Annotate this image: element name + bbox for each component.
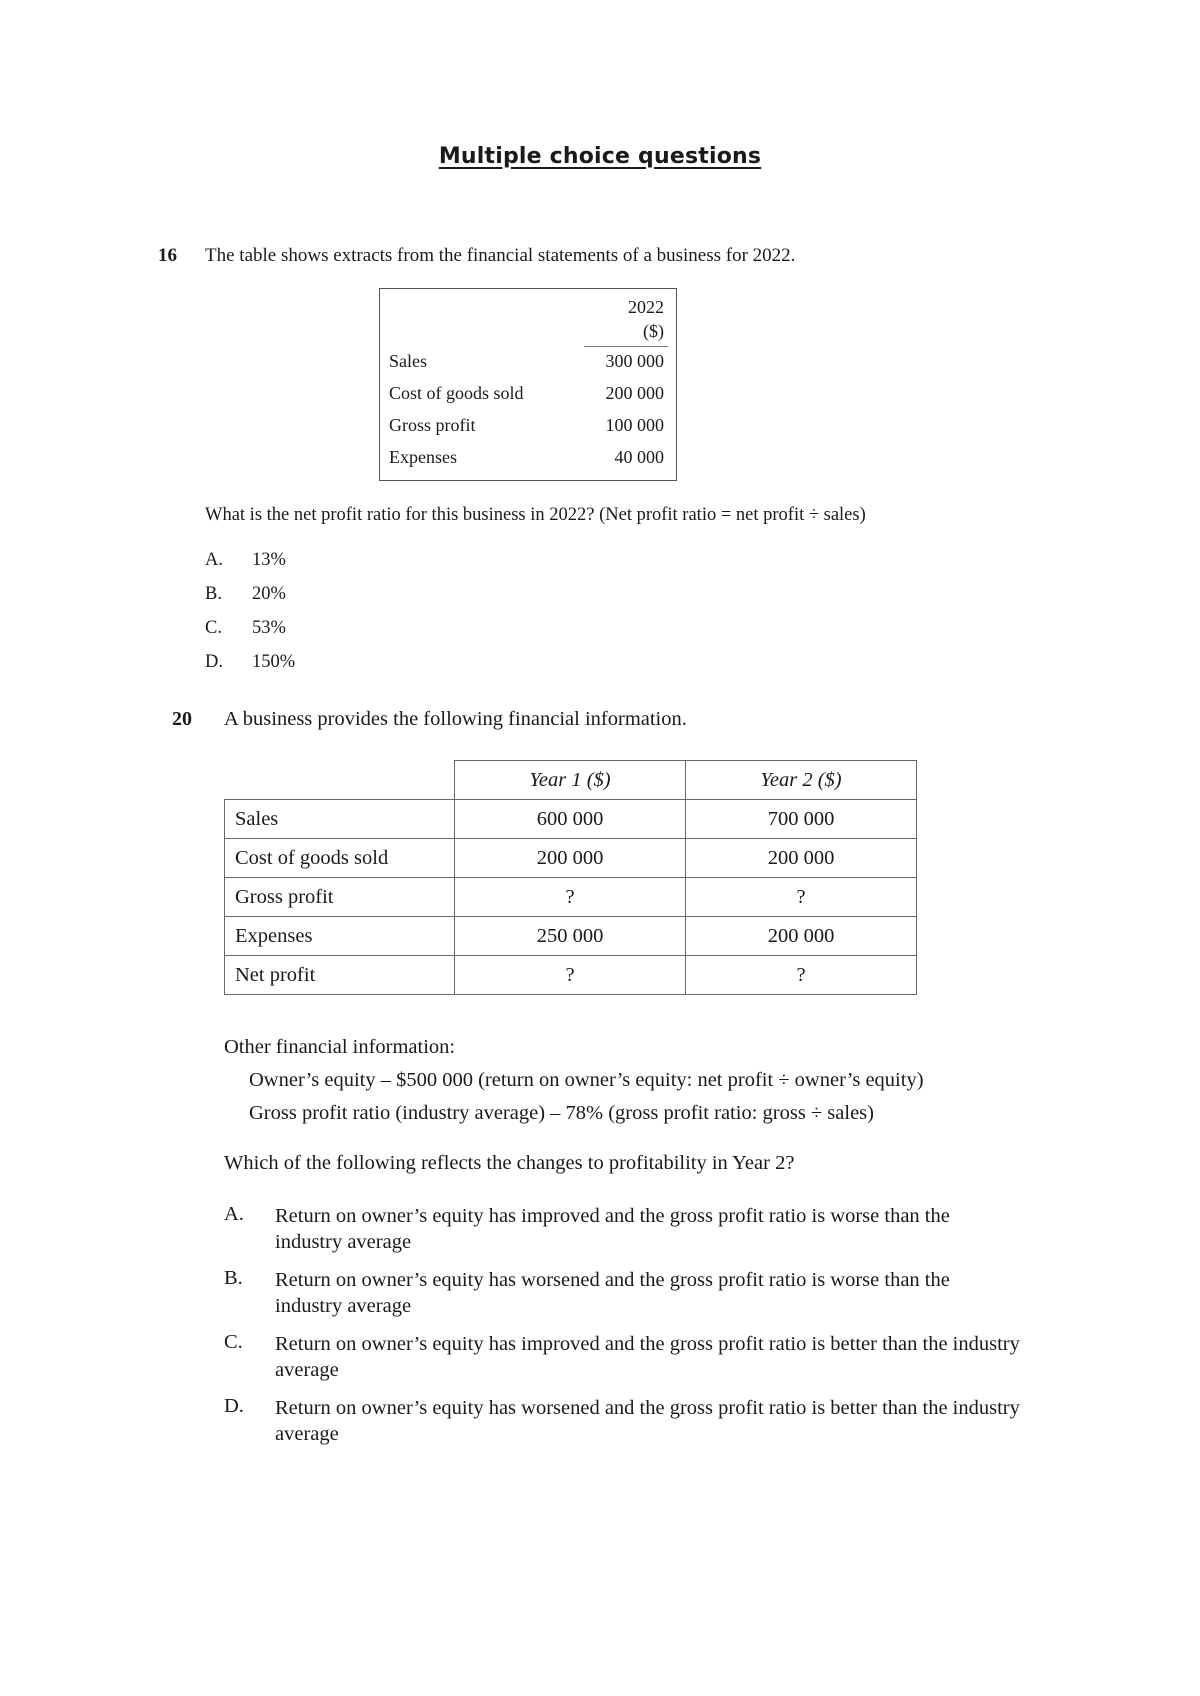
option-text: Return on owner’s equity has worsened and the gross profit ratio is better than the industry average xyxy=(275,1397,1020,1445)
q20-row-label: Net profit xyxy=(225,956,455,995)
q16-header-year: 2022 xyxy=(628,297,664,317)
table-row xyxy=(225,956,917,995)
q20-row-label: Cost of goods sold xyxy=(225,839,455,878)
option-letter: A. xyxy=(224,1203,244,1225)
option-letter: B. xyxy=(205,584,222,604)
q20-header-year2: Year 2 ($) xyxy=(686,761,917,800)
q16-row-label: Expenses xyxy=(389,447,457,467)
option-letter: C. xyxy=(224,1331,243,1353)
q16-option-c[interactable] xyxy=(205,618,286,639)
q16-table-row xyxy=(389,383,664,415)
table-row xyxy=(225,839,917,878)
q20-cell-year2: 200 000 xyxy=(686,917,917,956)
q20-cell-year2: ? xyxy=(686,878,917,917)
option-text: Return on owner’s equity has improved and the gross profit ratio is worse than the industry average xyxy=(275,1205,950,1253)
q16-row-value: 300 000 xyxy=(605,351,664,371)
q16-header-rule xyxy=(584,346,668,347)
option-letter: A. xyxy=(205,550,223,570)
q20-header-blank xyxy=(225,761,455,800)
q16-row-label: Gross profit xyxy=(389,415,476,435)
table-row xyxy=(225,878,917,917)
q20-cell-year2: 200 000 xyxy=(686,839,917,878)
question-16-stem: The table shows extracts from the financial statements of a business for 2022. xyxy=(205,245,796,266)
q20-cell-year2: 700 000 xyxy=(686,800,917,839)
option-text: 53% xyxy=(252,618,286,638)
page-title: Multiple choice questions xyxy=(438,144,762,169)
q16-table-row xyxy=(389,351,664,383)
option-letter: D. xyxy=(205,652,223,672)
option-letter: C. xyxy=(205,618,222,638)
q16-row-label: Cost of goods sold xyxy=(389,383,524,403)
q20-other-info-title: Other financial information: xyxy=(224,1036,456,1058)
q16-row-value: 200 000 xyxy=(605,383,664,403)
q20-other-info-equity: Owner’s equity – $500 000 (return on owner’s equity: net profit ÷ owner’s equity) xyxy=(249,1069,924,1091)
q20-cell-year2: ? xyxy=(686,956,917,995)
q20-cell-year1: ? xyxy=(455,878,686,917)
q20-row-label: Expenses xyxy=(225,917,455,956)
q16-row-label: Sales xyxy=(389,351,427,371)
option-text: 150% xyxy=(252,652,296,672)
q20-other-info-ratio: Gross profit ratio (industry average) – 78% (gross profit ratio: gross ÷ sales) xyxy=(249,1102,874,1124)
q20-cell-year1: ? xyxy=(455,956,686,995)
table-row xyxy=(225,917,917,956)
q20-row-label: Sales xyxy=(225,800,455,839)
q20-cell-year1: 250 000 xyxy=(455,917,686,956)
question-16-table xyxy=(379,288,677,481)
option-text: Return on owner’s equity has worsened and the gross profit ratio is worse than the industry average xyxy=(275,1269,950,1317)
q20-cell-year1: 200 000 xyxy=(455,839,686,878)
q16-row-value: 100 000 xyxy=(605,415,664,435)
question-20-table xyxy=(224,760,917,995)
q20-table-header-row xyxy=(225,761,917,800)
q16-table-row xyxy=(389,447,664,479)
question-20-number: 20 xyxy=(172,708,192,730)
question-20-prompt: Which of the following reflects the changes to profitability in Year 2? xyxy=(224,1152,795,1174)
option-text: 13% xyxy=(252,550,286,570)
question-16-number: 16 xyxy=(158,245,177,266)
q20-header-year1: Year 1 ($) xyxy=(455,761,686,800)
q16-table-header xyxy=(628,295,664,343)
q20-cell-year1: 600 000 xyxy=(455,800,686,839)
q16-option-a[interactable] xyxy=(205,550,286,571)
option-text: Return on owner’s equity has improved and the gross profit ratio is better than the industry average xyxy=(275,1333,1020,1381)
question-16-prompt: What is the net profit ratio for this business in 2022? (Net profit ratio = net profit ÷ sales) xyxy=(205,505,866,525)
q20-row-label: Gross profit xyxy=(225,878,455,917)
question-20-stem: A business provides the following financial information. xyxy=(224,708,687,730)
table-row xyxy=(225,800,917,839)
q16-table-row xyxy=(389,415,664,447)
q16-row-value: 40 000 xyxy=(614,447,664,467)
q16-option-b[interactable] xyxy=(205,584,286,605)
option-text: 20% xyxy=(252,584,286,604)
q16-option-d[interactable] xyxy=(205,652,295,673)
option-letter: B. xyxy=(224,1267,243,1289)
option-letter: D. xyxy=(224,1395,244,1417)
q16-header-unit: ($) xyxy=(643,321,664,341)
